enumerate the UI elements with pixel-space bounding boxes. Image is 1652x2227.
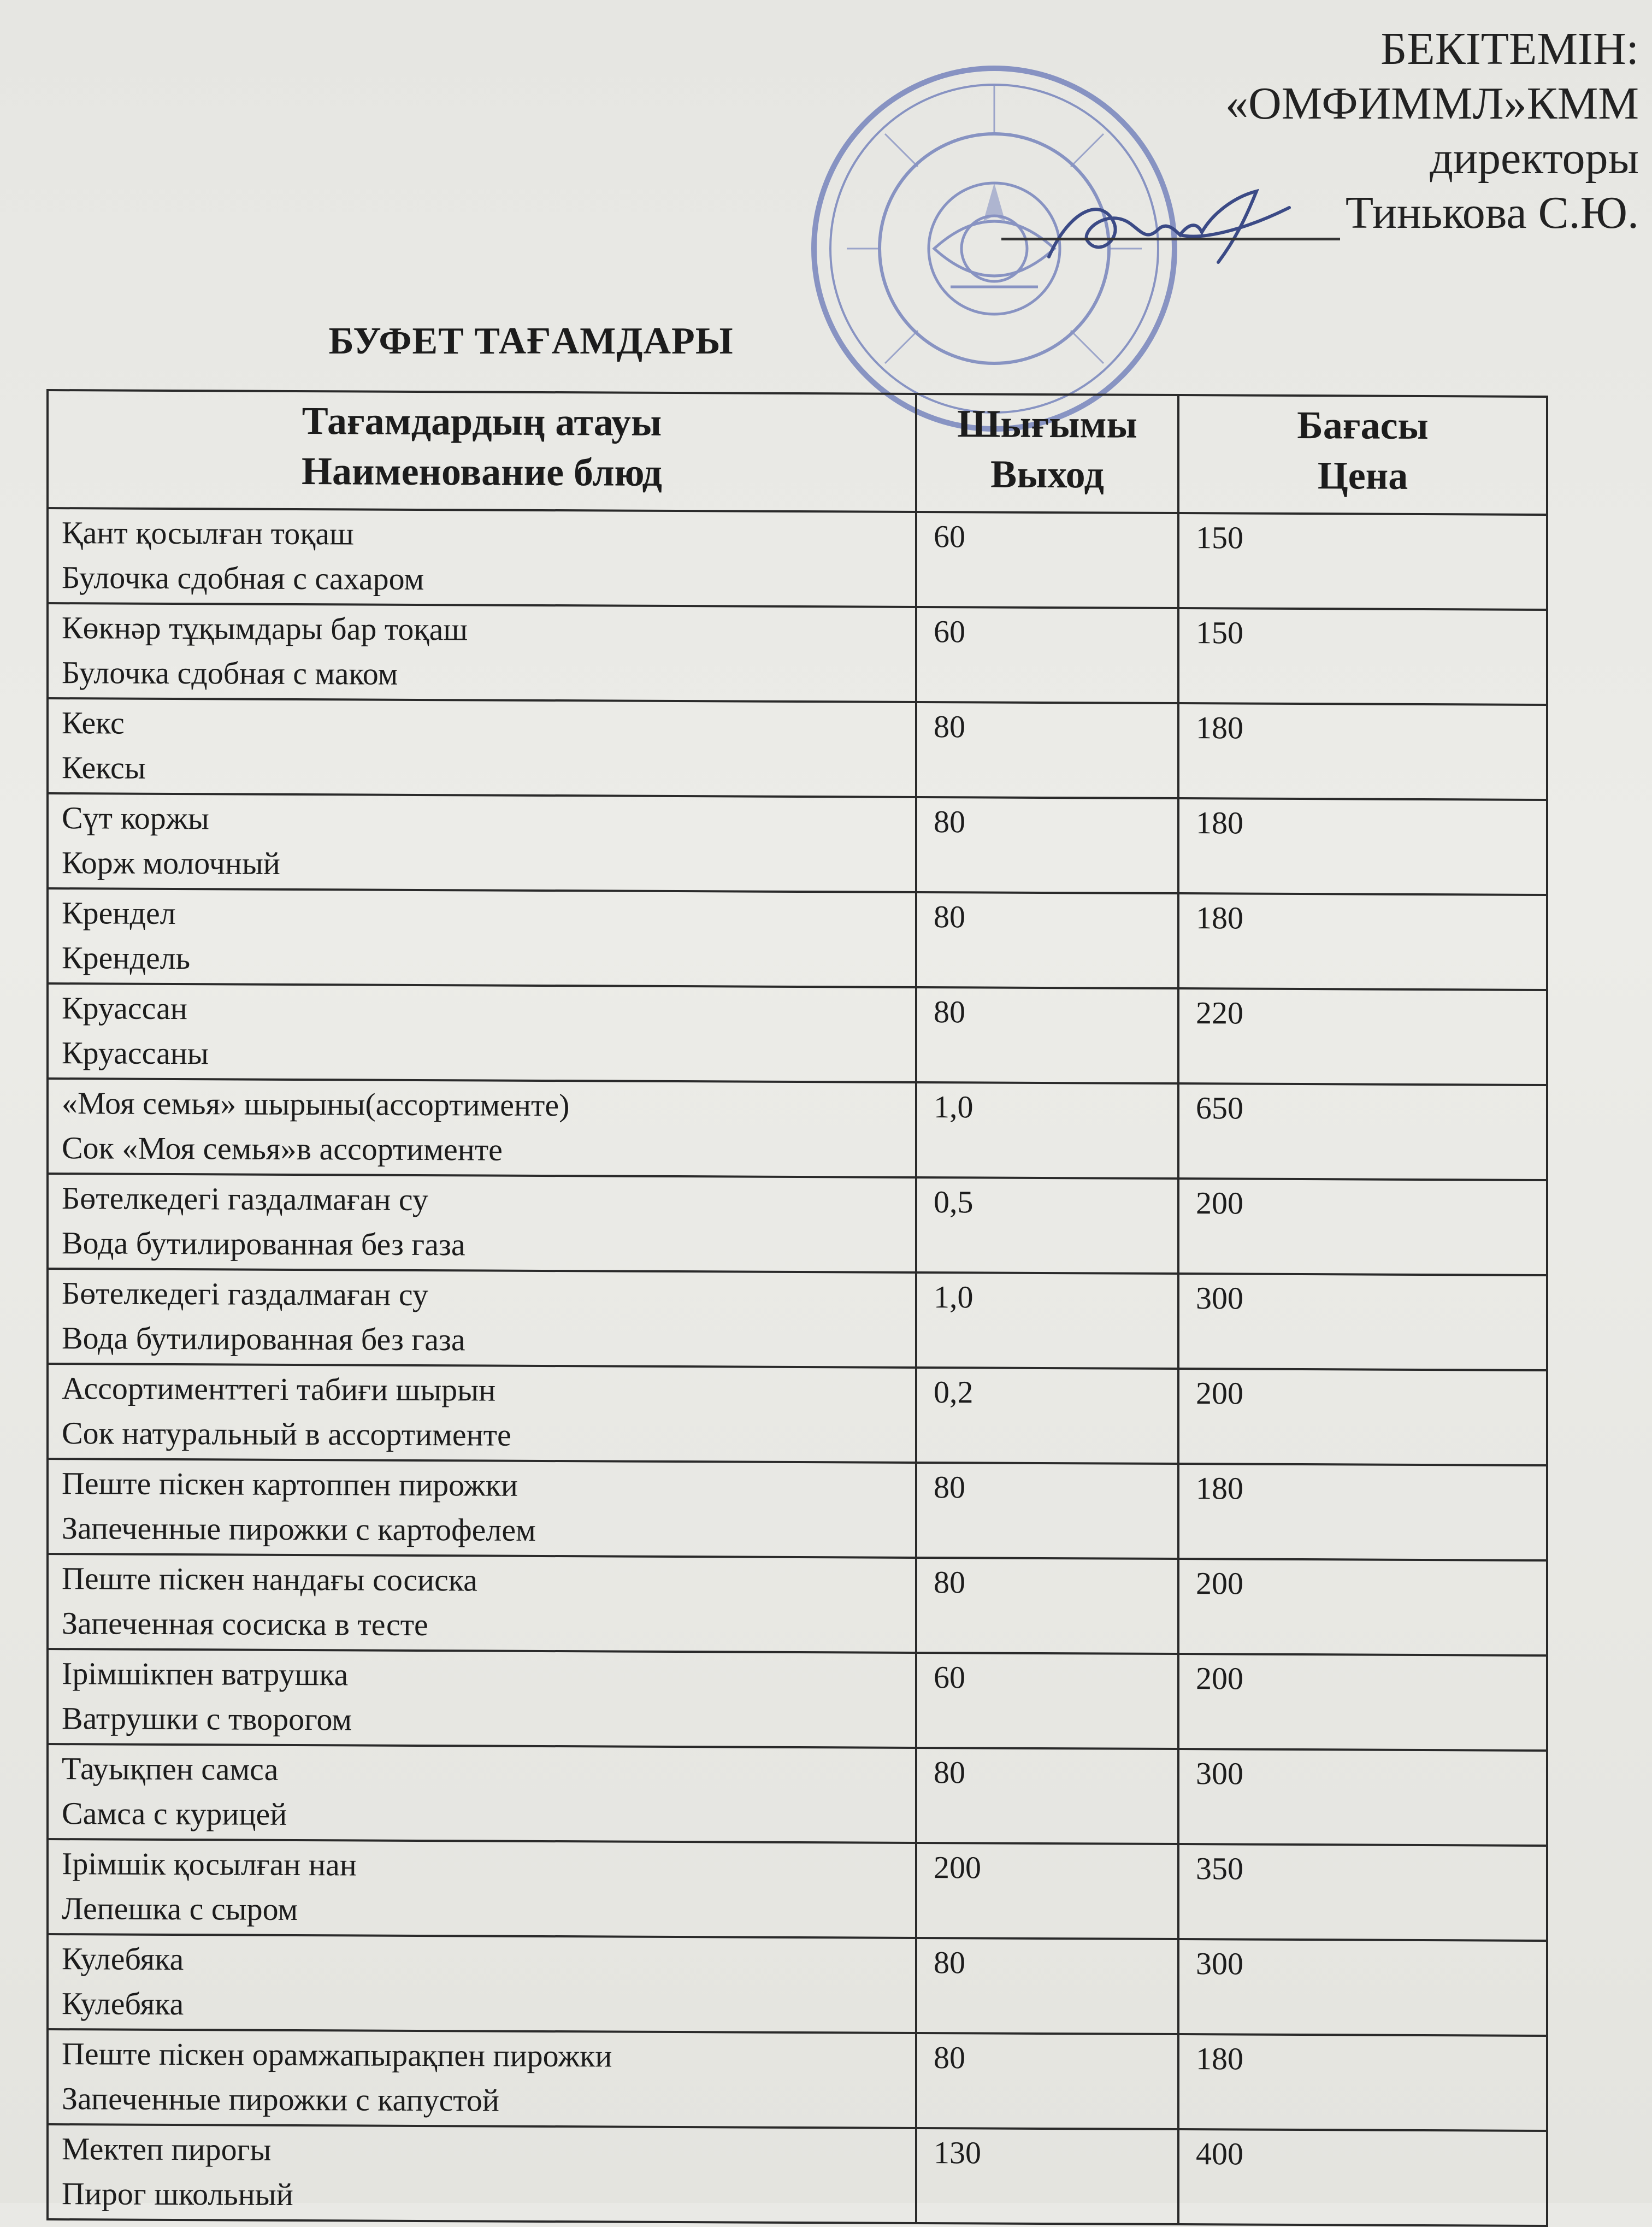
approval-signer-name: Тинькова С.Ю.	[1345, 187, 1639, 238]
dish-name-cell	[48, 1269, 916, 1368]
price-cell: 180	[1178, 2034, 1547, 2131]
output-cell: 80	[916, 1748, 1178, 1844]
table-row	[48, 1269, 1547, 1370]
dish-name-ru: Пирог школьный	[62, 2176, 293, 2212]
dish-name-cell	[48, 1364, 916, 1463]
price-cell: 180	[1178, 798, 1547, 895]
dish-name-kz: «Моя семья» шырыны(ассортименте)	[62, 1085, 570, 1123]
output-cell: 80	[916, 797, 1178, 893]
table-row	[48, 1839, 1547, 1941]
dish-name-kz: Мектеп пирогы	[62, 2131, 272, 2167]
dish-name-kz: Ассортименттегі табиғи шырын	[62, 1370, 496, 1408]
price-cell: 220	[1178, 988, 1547, 1085]
table-row	[48, 1174, 1547, 1275]
table-row	[48, 603, 1547, 705]
price-cell: 300	[1178, 1274, 1547, 1370]
header-output-kz: Шығымы	[957, 402, 1137, 446]
table-row	[48, 1744, 1547, 1846]
dish-name-ru: Запеченная сосиска в тесте	[62, 1605, 428, 1643]
dish-name-ru: Запеченные пирожки с капустой	[62, 2081, 499, 2118]
price-cell: 200	[1178, 1179, 1547, 1275]
table-row	[48, 1079, 1547, 1180]
dish-name-ru: Ватрушки с творогом	[62, 1700, 352, 1737]
dish-name-kz: Бөтелкедегі газдалмаған су	[62, 1275, 428, 1313]
output-cell: 60	[916, 1653, 1178, 1749]
price-cell: 650	[1178, 1083, 1547, 1180]
table-row	[48, 2029, 1547, 2131]
output-cell: 0,5	[916, 1177, 1178, 1274]
price-cell: 200	[1178, 1369, 1547, 1465]
output-cell: 80	[916, 1938, 1178, 2034]
dish-name-cell	[48, 2124, 916, 2223]
header-price-ru: Цена	[1317, 453, 1408, 498]
dish-name-cell	[48, 603, 916, 702]
dish-name-cell	[48, 983, 916, 1082]
approval-organization: «ОМФИММЛ»КММ	[1225, 78, 1639, 129]
approval-block	[1001, 22, 1639, 240]
header-output	[916, 394, 1178, 513]
dish-name-ru: Крендель	[62, 940, 191, 976]
dish-name-cell	[48, 888, 916, 987]
dish-name-kz: Кекс	[62, 705, 125, 741]
table-header-row	[48, 390, 1547, 515]
output-cell: 1,0	[916, 1082, 1178, 1179]
dish-name-ru: Кулебяка	[62, 1986, 184, 2022]
dish-name-kz: Круассан	[62, 990, 187, 1027]
dish-name-ru: Вода бутилированная без газа	[62, 1320, 465, 1358]
dish-name-cell	[48, 1934, 916, 2033]
dish-name-cell	[48, 1744, 916, 1843]
dish-name-ru: Кексы	[62, 750, 146, 786]
output-cell: 60	[916, 607, 1178, 703]
dish-name-cell	[48, 1649, 916, 1748]
table-row	[48, 888, 1547, 990]
dish-name-kz: Сүт коржы	[62, 800, 209, 836]
table-row	[48, 698, 1547, 800]
dish-name-cell	[48, 1459, 916, 1558]
buffet-menu-table	[46, 389, 1548, 2227]
table-row	[48, 508, 1547, 610]
dish-name-ru: Самса с курицей	[62, 1795, 287, 1832]
price-cell: 350	[1178, 1844, 1547, 1941]
output-cell: 200	[916, 1843, 1178, 1939]
approval-position: директоры	[1430, 133, 1639, 184]
header-price-kz: Бағасы	[1297, 403, 1429, 448]
dish-name-ru: Булочка сдобная с маком	[62, 655, 398, 692]
dish-name-kz: Қант қосылған тоқаш	[62, 515, 354, 552]
dish-name-kz: Бөтелкедегі газдалмаған су	[62, 1180, 428, 1218]
header-price	[1178, 395, 1547, 515]
output-cell: 80	[916, 2033, 1178, 2129]
dish-name-kz: Тауықпен самса	[62, 1751, 279, 1787]
dish-name-kz: Пеште піскен орамжапырақпен пирожки	[62, 2036, 612, 2074]
dish-name-ru: Булочка сдобная с сахаром	[62, 559, 424, 597]
dish-name-ru: Корж молочный	[62, 845, 280, 881]
price-cell: 180	[1178, 1464, 1547, 1560]
table-row	[48, 983, 1547, 1085]
price-cell: 150	[1178, 513, 1547, 610]
header-output-ru: Выход	[990, 452, 1104, 497]
output-cell: 60	[916, 512, 1178, 608]
dish-name-kz: Кулебяка	[62, 1941, 184, 1977]
table-row	[48, 2124, 1547, 2226]
dish-name-cell	[48, 508, 916, 607]
document-title-text: БУФЕТ ТАҒАМДАРЫ	[328, 320, 734, 362]
price-cell: 180	[1178, 703, 1547, 800]
output-cell: 1,0	[916, 1272, 1178, 1369]
dish-name-cell	[48, 1839, 916, 1938]
table-row	[48, 1649, 1547, 1751]
dish-name-ru: Круассаны	[62, 1035, 209, 1071]
table-row	[48, 1364, 1547, 1465]
approval-signer-line	[1001, 186, 1639, 240]
price-cell: 200	[1178, 1654, 1547, 1751]
table-row	[48, 1459, 1547, 1560]
dish-name-ru: Вода бутилированная без газа	[62, 1225, 465, 1263]
dish-name-cell	[48, 1174, 916, 1272]
dish-name-cell	[48, 698, 916, 797]
dish-name-kz: Пеште піскен картоппен пирожки	[62, 1465, 518, 1503]
price-cell: 150	[1178, 608, 1547, 705]
dish-name-kz: Көкнәр тұқымдары бар тоқаш	[62, 610, 468, 647]
output-cell: 80	[916, 987, 1178, 1083]
output-cell: 130	[916, 2128, 1178, 2224]
price-cell: 180	[1178, 893, 1547, 990]
output-cell: 0,2	[916, 1368, 1178, 1464]
table-row	[48, 1934, 1547, 2036]
output-cell: 80	[916, 892, 1178, 988]
header-dish-name	[48, 390, 916, 512]
table-row	[48, 793, 1547, 895]
dish-name-kz: Ірімшікпен ватрушка	[62, 1655, 349, 1693]
output-cell: 80	[916, 1463, 1178, 1559]
price-cell: 300	[1178, 1749, 1547, 1846]
dish-name-cell	[48, 793, 916, 892]
dish-name-cell	[48, 2029, 916, 2128]
dish-name-ru: Запеченные пирожки с картофелем	[62, 1510, 536, 1548]
dish-name-ru: Лепешка с сыром	[62, 1890, 298, 1928]
approval-heading: БЕКІТЕМІН:	[1380, 23, 1639, 74]
header-dish-name-kz: Тағамдардың атауы	[302, 399, 662, 444]
dish-name-cell	[48, 1554, 916, 1653]
document-title	[0, 320, 1652, 363]
dish-name-kz: Крендел	[62, 895, 176, 932]
dish-name-ru: Сок натуральный в ассортименте	[62, 1415, 511, 1453]
dish-name-kz: Ірімшік қосылған нан	[62, 1846, 357, 1883]
dish-name-kz: Пеште піскен нандағы сосиска	[62, 1560, 477, 1598]
header-dish-name-ru: Наименование блюд	[302, 449, 662, 494]
price-cell: 400	[1178, 2129, 1547, 2226]
signature-underline	[1001, 199, 1340, 240]
price-cell: 300	[1178, 1939, 1547, 2036]
dish-name-ru: Сок «Моя семья»в ассортименте	[62, 1130, 503, 1168]
table-row	[48, 1554, 1547, 1655]
output-cell: 80	[916, 1558, 1178, 1654]
dish-name-cell	[48, 1079, 916, 1177]
output-cell: 80	[916, 702, 1178, 798]
price-cell: 200	[1178, 1559, 1547, 1655]
